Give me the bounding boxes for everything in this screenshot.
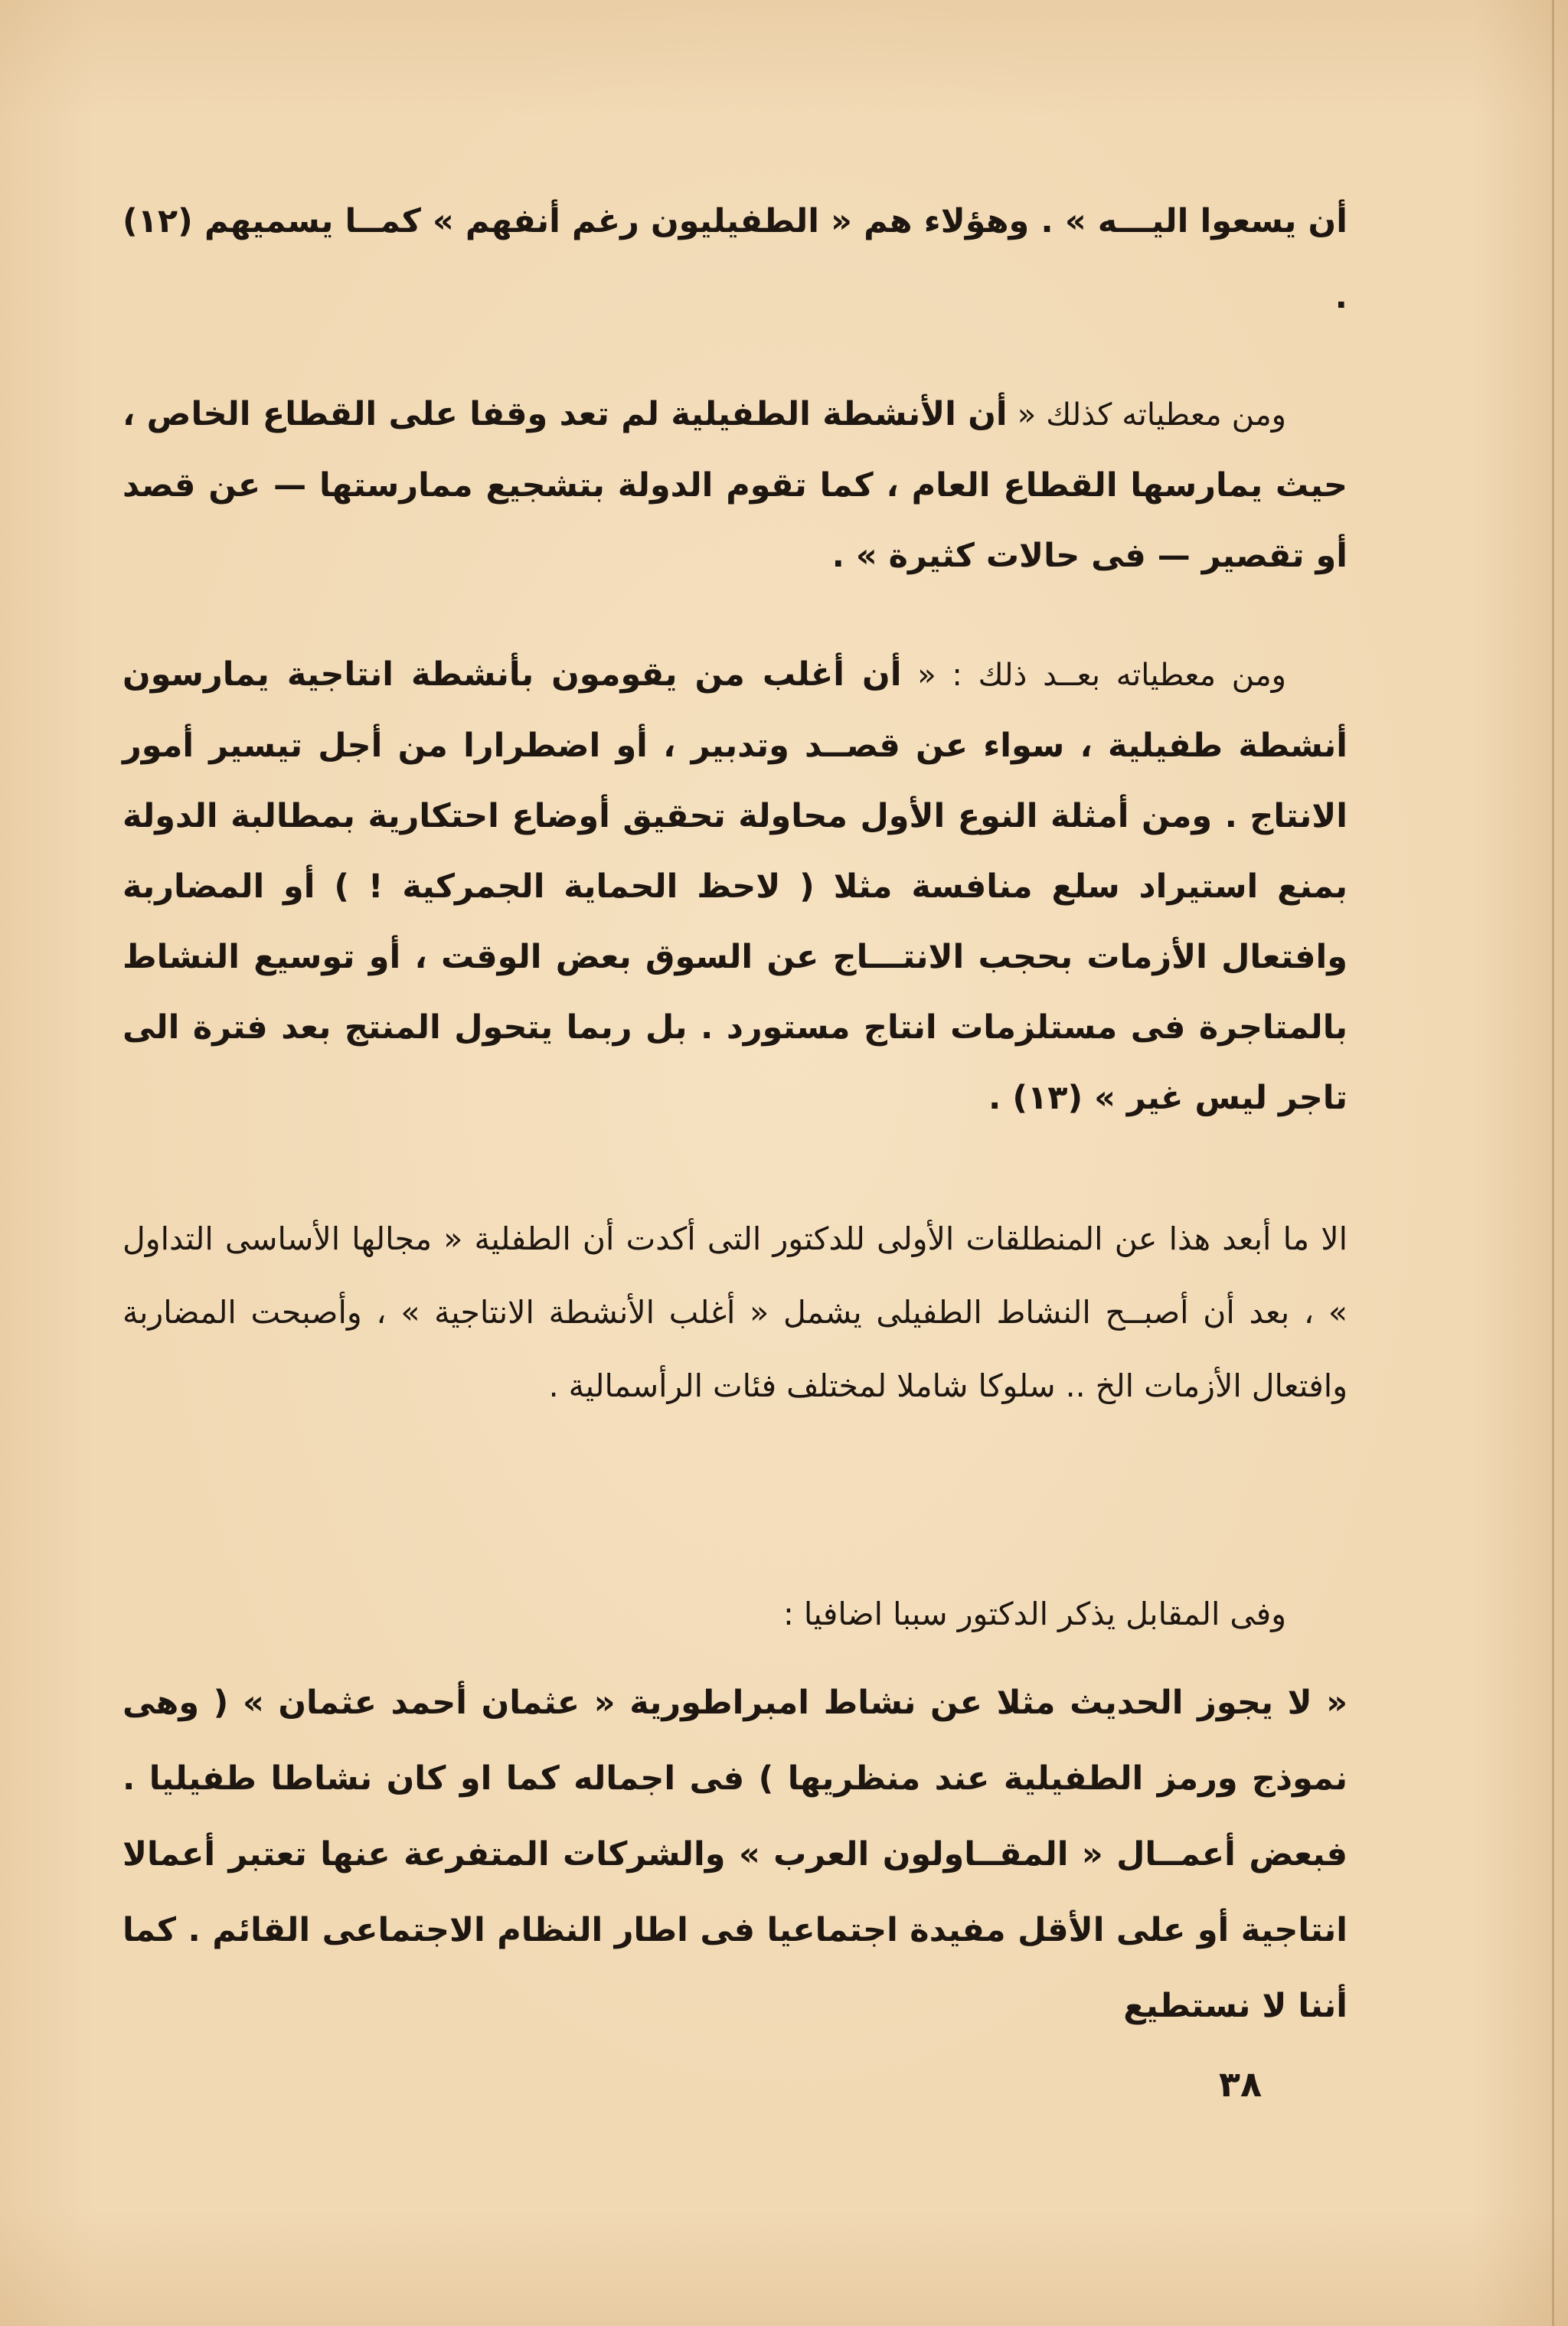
paragraph-5-text: وفى المقابل يذكر الدكتور سببا اضافيا : — [783, 1596, 1286, 1632]
paragraph-2 — [122, 379, 1348, 591]
paragraph-6 — [122, 1665, 1348, 2044]
paragraph-6-text: « لا يجوز الحديث مثلا عن نشاط امبراطورية « عثمان أحمد عثمان » ( وهى نموذج ورمز الطفيلية عند منظريها ) فى اجماله كما او كان نشاطا طفيليا . فبعض أعمــال « المقــاولون العرب » والشركات المتفرعة عنها تعتبر أعمالا انتاجية أو على الأقل مفيدة اجتماعيا فى اطار النظام الاجتماعى القائم . كما أننا لا نستطيع — [122, 1684, 1348, 2025]
paragraph-3-quote: أن أغلب من يقومون بأنشطة انتاجية يمارسون أنشطة طفيلية ، سواء عن قصــد وتدبير ، أو اضطرارا من أجل تيسير أمور الانتاج . ومن أمثلة النوع الأول محاولة تحقيق أوضاع احتكارية بمطالبة الدولة بمنع استيراد سلع منافسة مثلا ( لاحظ الحماية الجمركية ! ) أو المضاربة وافتعال الأزمات بحجب الانتـــاج عن السوق بعض الوقت ، أو توسيع النشاط بالمتاجرة فى مستلزمات انتاج مستورد . بل ربما يتحول المنتج بعد فترة الى تاجر ليس غير » (١٣) . — [122, 655, 1348, 1117]
paragraph-5 — [122, 1577, 1348, 1651]
paragraph-3 — [122, 639, 1348, 1133]
page-number: ٣٨ — [1218, 2063, 1263, 2105]
book-page — [122, 184, 1348, 2251]
paragraph-1-text: أن يسعوا اليـــه » . وهؤلاء هم « الطفيليون رغم أنفهم » كمــا يسميهم (١٢) . — [122, 202, 1348, 316]
paragraph-2-lead: ومن معطياته كذلك « — [1007, 397, 1286, 433]
paragraph-4-text: الا ما أبعد هذا عن المنطلقات الأولى للدكتور التى أكدت أن الطفلية « مجالها الأساسى التداول » ، بعد أن أصبــح النشاط الطفيلى يشمل « أغلب الأنشطة الانتاجية » ، وأصبحت المضاربة وافتعال الأزمات الخ .. سلوكا شاملا لمختلف فئات الرأسمالية . — [122, 1220, 1348, 1404]
paragraph-1 — [122, 184, 1348, 335]
paragraph-2-quote: أن الأنشطة الطفيلية لم تعد وقفا على القطاع الخاص ، حيث يمارسها القطاع العام ، كما تقوم الدولة بتشجيع ممارستها — عن قصد أو تقصير — فى حالات كثيرة » . — [122, 395, 1348, 575]
paragraph-4 — [122, 1202, 1348, 1423]
page-edge-shadow — [1552, 0, 1554, 2326]
paragraph-3-lead: ومن معطياته بعــد ذلك : « — [901, 658, 1286, 693]
